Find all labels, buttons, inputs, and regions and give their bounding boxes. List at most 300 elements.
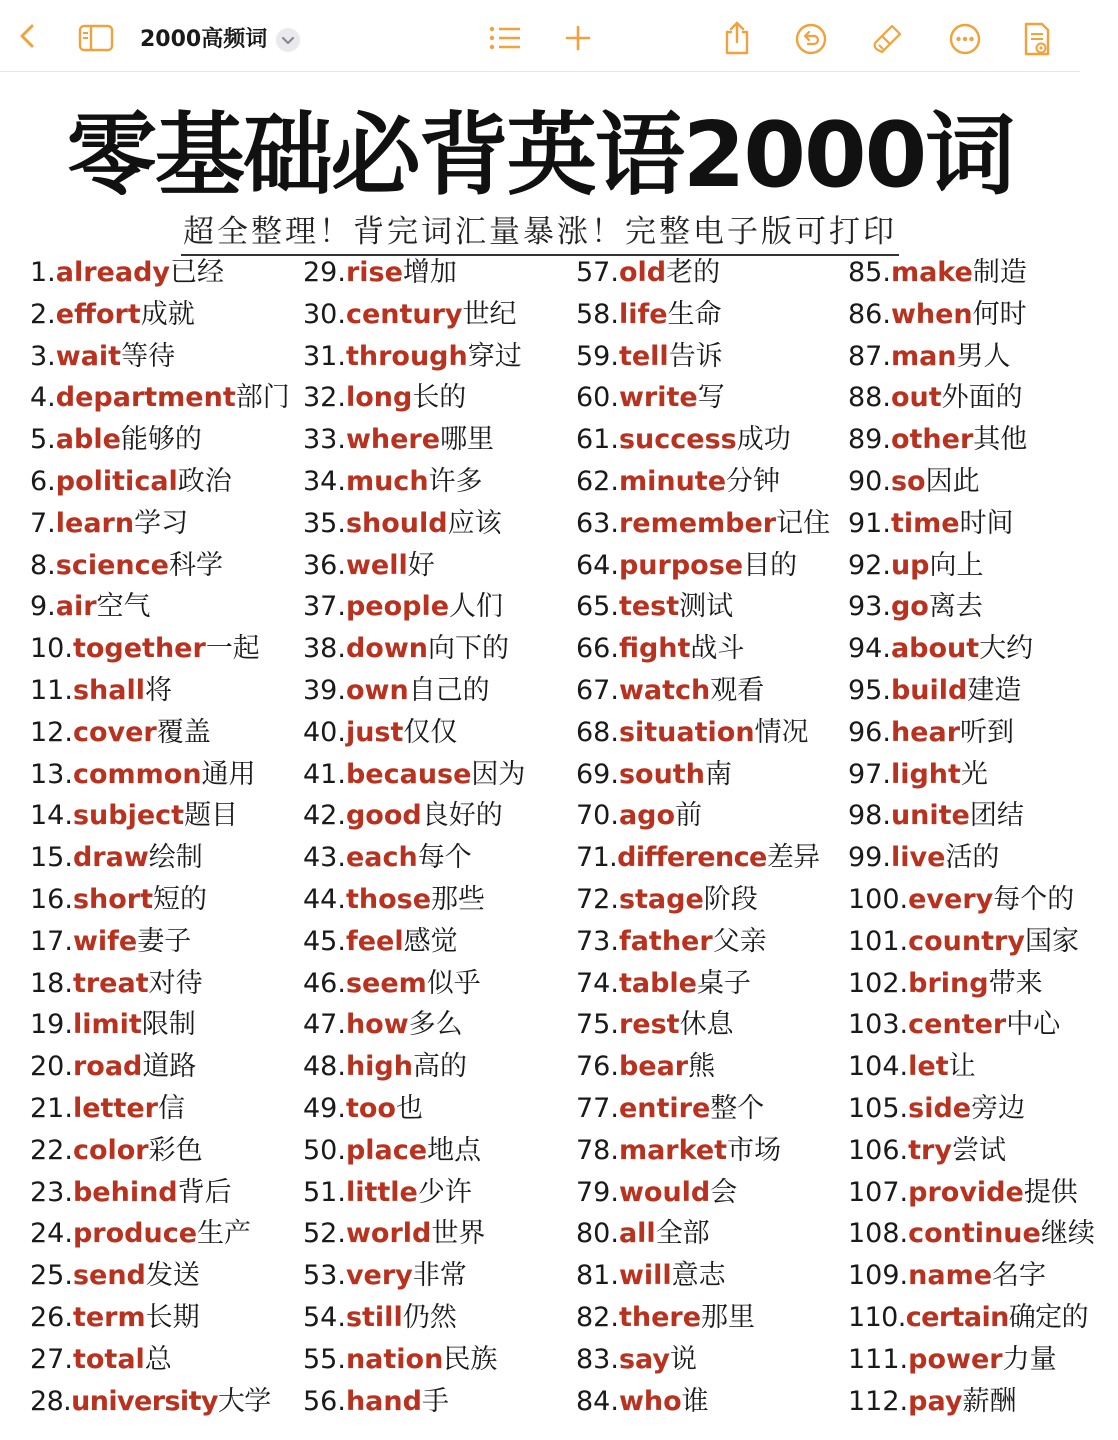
word-number: 1. bbox=[30, 257, 56, 288]
english-word: life bbox=[618, 298, 668, 330]
chinese-meaning: 父亲 bbox=[712, 925, 767, 957]
word-number: 7. bbox=[30, 507, 56, 539]
word-entry bbox=[30, 461, 300, 503]
word-number: 82. bbox=[576, 1301, 619, 1333]
english-word: cover bbox=[72, 716, 157, 748]
word-entry bbox=[848, 921, 1118, 963]
word-entry bbox=[848, 754, 1118, 796]
word-entry bbox=[848, 461, 1118, 503]
english-word: live bbox=[890, 842, 946, 874]
english-word: seem bbox=[345, 967, 427, 999]
chinese-meaning: 说 bbox=[670, 1343, 698, 1375]
chinese-meaning: 因为 bbox=[471, 758, 526, 790]
english-word: father bbox=[618, 925, 713, 957]
word-entry bbox=[30, 1004, 300, 1046]
word-number: 34. bbox=[303, 465, 346, 497]
word-number: 66. bbox=[576, 633, 619, 665]
word-entry bbox=[848, 1297, 1118, 1339]
word-number: 17. bbox=[30, 925, 73, 957]
english-word: situation bbox=[618, 716, 755, 748]
word-number: 103. bbox=[848, 1009, 909, 1041]
word-entry bbox=[30, 1255, 300, 1297]
chinese-meaning: 手 bbox=[421, 1385, 449, 1417]
word-number: 75. bbox=[576, 1009, 619, 1041]
word-entry bbox=[576, 1381, 846, 1423]
chinese-meaning: 非常 bbox=[412, 1260, 467, 1292]
english-word: total bbox=[72, 1343, 145, 1375]
word-entry bbox=[303, 1255, 573, 1297]
word-entry bbox=[576, 1004, 846, 1046]
word-entry bbox=[848, 1339, 1118, 1381]
chinese-meaning: 似乎 bbox=[426, 967, 481, 999]
word-number: 38. bbox=[303, 633, 346, 665]
word-number: 49. bbox=[303, 1092, 346, 1124]
english-word: still bbox=[345, 1301, 403, 1333]
word-number: 91. bbox=[848, 507, 891, 539]
chinese-meaning: 也 bbox=[395, 1092, 423, 1124]
word-number: 64. bbox=[576, 549, 619, 581]
word-number: 94. bbox=[848, 633, 891, 665]
word-entry bbox=[303, 586, 573, 628]
word-number: 48. bbox=[303, 1051, 346, 1083]
chinese-meaning: 绘制 bbox=[148, 842, 203, 874]
word-entry bbox=[576, 754, 846, 796]
chinese-meaning: 政治 bbox=[177, 465, 232, 497]
chinese-meaning: 中心 bbox=[1006, 1009, 1061, 1041]
word-number: 73. bbox=[576, 925, 619, 957]
english-word: remember bbox=[618, 507, 777, 539]
english-word: air bbox=[55, 591, 97, 623]
english-word: center bbox=[908, 1009, 1007, 1041]
word-entry bbox=[303, 670, 573, 712]
word-entry bbox=[848, 628, 1118, 670]
word-number: 87. bbox=[848, 340, 891, 372]
word-entry bbox=[848, 419, 1118, 461]
word-entry bbox=[848, 1213, 1118, 1255]
word-entry bbox=[30, 879, 300, 921]
word-number: 102. bbox=[848, 967, 909, 999]
word-entry bbox=[576, 1339, 846, 1381]
chinese-meaning: 向上 bbox=[929, 549, 984, 581]
chinese-meaning: 自己的 bbox=[408, 674, 490, 706]
chinese-meaning: 熊 bbox=[688, 1051, 716, 1083]
chinese-meaning: 向下的 bbox=[428, 633, 509, 665]
chinese-meaning: 短的 bbox=[153, 883, 208, 915]
chinese-meaning: 光 bbox=[960, 758, 988, 790]
chinese-meaning: 时间 bbox=[959, 507, 1014, 539]
english-word: provide bbox=[908, 1176, 1024, 1208]
word-number: 70. bbox=[576, 800, 619, 832]
chinese-meaning: 确定的 bbox=[1008, 1301, 1088, 1333]
word-entry bbox=[848, 1004, 1118, 1046]
chinese-meaning: 空气 bbox=[96, 591, 151, 623]
chinese-meaning: 提供 bbox=[1023, 1176, 1078, 1208]
english-word: limit bbox=[72, 1009, 142, 1041]
word-entry bbox=[848, 670, 1118, 712]
word-entry bbox=[576, 1172, 846, 1214]
english-word: color bbox=[72, 1134, 149, 1166]
english-word: wait bbox=[55, 340, 122, 372]
word-number: 35. bbox=[303, 507, 346, 539]
word-entry bbox=[30, 921, 300, 963]
english-word: south bbox=[618, 758, 705, 790]
english-word: unite bbox=[890, 800, 970, 832]
english-word: already bbox=[55, 257, 171, 288]
word-column-4 bbox=[848, 252, 1118, 1422]
word-number: 27. bbox=[30, 1343, 73, 1375]
chinese-meaning: 活的 bbox=[945, 842, 1000, 874]
chinese-meaning: 将 bbox=[144, 674, 172, 706]
english-word: power bbox=[908, 1343, 1003, 1375]
word-entry bbox=[30, 586, 300, 628]
word-entry bbox=[848, 1381, 1118, 1423]
chinese-meaning: 长的 bbox=[412, 382, 467, 414]
word-number: 42. bbox=[303, 800, 346, 832]
word-entry bbox=[303, 712, 573, 754]
english-word: department bbox=[55, 382, 236, 414]
word-entry bbox=[303, 628, 573, 670]
english-word: rest bbox=[618, 1009, 680, 1041]
word-number: 5. bbox=[30, 424, 56, 456]
chinese-meaning: 生命 bbox=[667, 298, 722, 330]
document-title[interactable]: 2000高频词 bbox=[140, 27, 268, 52]
word-entry bbox=[848, 252, 1118, 294]
english-word: where bbox=[345, 424, 441, 456]
english-word: produce bbox=[72, 1218, 198, 1250]
english-word: those bbox=[345, 883, 432, 915]
word-number: 43. bbox=[303, 842, 346, 874]
chinese-meaning: 少许 bbox=[417, 1176, 472, 1208]
word-number: 58. bbox=[576, 298, 619, 330]
english-word: much bbox=[345, 465, 429, 497]
english-word: old bbox=[618, 257, 667, 288]
word-entry bbox=[576, 921, 846, 963]
word-entry bbox=[576, 628, 846, 670]
english-word: nation bbox=[345, 1343, 444, 1375]
word-number: 15. bbox=[30, 842, 73, 874]
word-entry bbox=[30, 963, 300, 1005]
english-word: common bbox=[72, 758, 202, 790]
word-number: 3. bbox=[30, 340, 56, 372]
english-word: because bbox=[345, 758, 472, 790]
word-number: 50. bbox=[303, 1134, 346, 1166]
word-number: 40. bbox=[303, 716, 346, 748]
english-word: time bbox=[890, 507, 960, 539]
word-number: 2. bbox=[30, 298, 56, 330]
english-word: bring bbox=[908, 967, 989, 999]
back-chevron-icon[interactable] bbox=[14, 22, 42, 50]
word-number: 90. bbox=[848, 465, 891, 497]
word-number: 85. bbox=[848, 257, 891, 288]
english-word: own bbox=[345, 674, 409, 706]
word-number: 57. bbox=[576, 257, 619, 288]
english-word: stage bbox=[618, 883, 704, 915]
word-entry bbox=[848, 545, 1118, 587]
word-entry bbox=[576, 586, 846, 628]
english-word: when bbox=[890, 298, 973, 330]
word-entry bbox=[30, 294, 300, 336]
word-entry bbox=[848, 1172, 1118, 1214]
word-entry bbox=[30, 336, 300, 378]
chinese-meaning: 人们 bbox=[449, 591, 504, 623]
chevron-down-icon[interactable] bbox=[276, 28, 300, 52]
word-number: 105. bbox=[848, 1092, 909, 1124]
english-word: fight bbox=[618, 633, 691, 665]
english-word: wife bbox=[72, 925, 138, 957]
word-number: 37. bbox=[303, 591, 346, 623]
chinese-meaning: 继续 bbox=[1040, 1218, 1095, 1250]
word-entry bbox=[848, 1255, 1118, 1297]
chinese-meaning: 离去 bbox=[928, 591, 983, 623]
word-entry bbox=[576, 1297, 846, 1339]
chinese-meaning: 已经 bbox=[170, 257, 225, 288]
share-icon[interactable] bbox=[722, 20, 752, 56]
english-word: entire bbox=[618, 1092, 711, 1124]
english-word: hand bbox=[345, 1385, 422, 1417]
english-word: market bbox=[618, 1134, 728, 1166]
chinese-meaning: 外面的 bbox=[941, 382, 1023, 414]
word-number: 83. bbox=[576, 1343, 619, 1375]
english-word: table bbox=[618, 967, 697, 999]
english-word: every bbox=[908, 883, 994, 915]
word-number: 33. bbox=[303, 424, 346, 456]
english-word: minute bbox=[618, 465, 727, 497]
chinese-meaning: 仅仅 bbox=[403, 716, 458, 748]
word-entry bbox=[848, 503, 1118, 545]
word-number: 76. bbox=[576, 1051, 619, 1083]
english-word: test bbox=[618, 591, 680, 623]
word-number: 55. bbox=[303, 1343, 346, 1375]
word-number: 61. bbox=[576, 424, 619, 456]
english-word: down bbox=[345, 633, 428, 665]
word-number: 96. bbox=[848, 716, 891, 748]
english-word: learn bbox=[55, 507, 135, 539]
chinese-meaning: 名字 bbox=[992, 1260, 1047, 1292]
english-word: will bbox=[618, 1260, 672, 1292]
word-entry bbox=[848, 1046, 1118, 1088]
word-entry bbox=[848, 377, 1118, 419]
word-column-2 bbox=[303, 252, 573, 1422]
word-number: 54. bbox=[303, 1301, 346, 1333]
word-entry bbox=[576, 879, 846, 921]
chinese-meaning: 哪里 bbox=[440, 424, 495, 456]
word-entry bbox=[576, 712, 846, 754]
undo-icon[interactable] bbox=[794, 22, 828, 56]
more-icon[interactable] bbox=[948, 22, 982, 56]
english-word: letter bbox=[72, 1092, 158, 1124]
chinese-meaning: 大约 bbox=[979, 633, 1034, 665]
chinese-meaning: 穿过 bbox=[467, 340, 522, 372]
chinese-meaning: 良好的 bbox=[421, 800, 503, 832]
word-number: 25. bbox=[30, 1260, 73, 1292]
english-word: through bbox=[345, 340, 468, 372]
english-word: too bbox=[345, 1092, 396, 1124]
word-number: 18. bbox=[30, 967, 73, 999]
chinese-meaning: 力量 bbox=[1002, 1343, 1057, 1375]
english-word: science bbox=[55, 549, 169, 581]
list-icon[interactable] bbox=[488, 24, 522, 52]
chinese-meaning: 感觉 bbox=[403, 925, 458, 957]
word-number: 63. bbox=[576, 507, 619, 539]
sidebar-icon[interactable] bbox=[78, 24, 114, 52]
word-number: 30. bbox=[303, 298, 346, 330]
chinese-meaning: 生产 bbox=[197, 1218, 252, 1250]
chinese-meaning: 男人 bbox=[956, 340, 1011, 372]
plus-icon[interactable] bbox=[564, 24, 592, 52]
word-number: 93. bbox=[848, 591, 891, 623]
chinese-meaning: 发送 bbox=[145, 1260, 200, 1292]
english-word: treat bbox=[72, 967, 149, 999]
word-entry bbox=[848, 1088, 1118, 1130]
word-entry bbox=[303, 921, 573, 963]
english-word: let bbox=[908, 1051, 949, 1083]
word-entry bbox=[303, 1381, 573, 1423]
english-word: there bbox=[618, 1301, 702, 1333]
english-word: side bbox=[908, 1092, 972, 1124]
chinese-meaning: 成就 bbox=[140, 298, 195, 330]
english-word: should bbox=[345, 507, 448, 539]
word-number: 77. bbox=[576, 1092, 619, 1124]
word-entry bbox=[30, 1297, 300, 1339]
document-icon[interactable] bbox=[1022, 20, 1052, 58]
word-entry bbox=[30, 1381, 300, 1423]
english-word: so bbox=[890, 465, 926, 497]
chinese-meaning: 仍然 bbox=[402, 1301, 457, 1333]
english-word: subject bbox=[72, 800, 185, 832]
word-number: 112. bbox=[848, 1385, 909, 1417]
english-word: light bbox=[890, 758, 961, 790]
english-word: watch bbox=[618, 674, 711, 706]
word-column-1 bbox=[30, 252, 300, 1422]
chinese-meaning: 因此 bbox=[925, 465, 980, 497]
word-number: 21. bbox=[30, 1092, 73, 1124]
chinese-meaning: 南 bbox=[704, 758, 732, 790]
page-heading: 零基础必背英语2000词 bbox=[66, 103, 1014, 208]
english-word: up bbox=[890, 549, 930, 581]
word-number: 31. bbox=[303, 340, 346, 372]
word-number: 4. bbox=[30, 382, 56, 414]
word-entry bbox=[303, 1130, 573, 1172]
chinese-meaning: 告诉 bbox=[668, 340, 723, 372]
word-entry bbox=[303, 1004, 573, 1046]
chinese-meaning: 长期 bbox=[145, 1301, 200, 1333]
word-entry bbox=[30, 1130, 300, 1172]
chinese-meaning: 其他 bbox=[973, 424, 1028, 456]
word-entry bbox=[303, 1213, 573, 1255]
chinese-meaning: 分钟 bbox=[726, 465, 781, 497]
english-word: behind bbox=[72, 1176, 178, 1208]
english-word: try bbox=[908, 1134, 952, 1166]
english-word: each bbox=[345, 842, 418, 874]
chinese-meaning: 彩色 bbox=[148, 1134, 203, 1166]
word-number: 86. bbox=[848, 298, 891, 330]
english-word: term bbox=[72, 1301, 146, 1333]
word-entry bbox=[303, 419, 573, 461]
word-number: 28. bbox=[30, 1385, 72, 1417]
brush-icon[interactable] bbox=[870, 22, 904, 56]
english-word: ago bbox=[618, 800, 676, 832]
word-entry bbox=[848, 837, 1118, 879]
word-entry bbox=[848, 879, 1118, 921]
word-number: 26. bbox=[30, 1301, 73, 1333]
chinese-meaning: 题目 bbox=[184, 800, 239, 832]
chinese-meaning: 总 bbox=[144, 1343, 172, 1375]
word-entry bbox=[576, 1046, 846, 1088]
word-entry bbox=[576, 503, 846, 545]
english-word: about bbox=[890, 633, 980, 665]
word-entry bbox=[30, 795, 300, 837]
word-column-3 bbox=[576, 252, 846, 1422]
chinese-meaning: 让 bbox=[948, 1051, 976, 1083]
chinese-meaning: 情况 bbox=[754, 716, 809, 748]
english-word: continue bbox=[908, 1218, 1041, 1250]
word-entry bbox=[576, 670, 846, 712]
chinese-meaning: 市场 bbox=[727, 1134, 782, 1166]
chinese-meaning: 何时 bbox=[972, 298, 1027, 330]
word-number: 92. bbox=[848, 549, 891, 581]
word-entry bbox=[303, 461, 573, 503]
word-entry bbox=[30, 837, 300, 879]
word-entry bbox=[576, 336, 846, 378]
word-number: 104. bbox=[848, 1051, 909, 1083]
chinese-meaning: 能够的 bbox=[120, 424, 202, 456]
word-number: 101. bbox=[848, 925, 909, 957]
word-number: 45. bbox=[303, 925, 346, 957]
word-entry bbox=[30, 503, 300, 545]
word-entry bbox=[576, 1255, 846, 1297]
word-entry bbox=[576, 294, 846, 336]
word-number: 23. bbox=[30, 1176, 73, 1208]
word-entry bbox=[30, 1172, 300, 1214]
word-entry bbox=[30, 252, 300, 294]
chinese-meaning: 写 bbox=[697, 382, 725, 414]
word-entry bbox=[303, 837, 573, 879]
word-number: 29. bbox=[303, 257, 346, 288]
word-number: 108. bbox=[848, 1218, 909, 1250]
english-word: high bbox=[345, 1051, 413, 1083]
chinese-meaning: 地点 bbox=[427, 1134, 482, 1166]
chinese-meaning: 每个 bbox=[417, 842, 472, 874]
word-number: 80. bbox=[576, 1218, 619, 1250]
word-number: 13. bbox=[30, 758, 73, 790]
english-word: able bbox=[55, 424, 121, 456]
word-entry bbox=[848, 795, 1118, 837]
word-number: 46. bbox=[303, 967, 346, 999]
chinese-meaning: 差异 bbox=[766, 842, 820, 874]
word-entry bbox=[576, 1213, 846, 1255]
english-word: bear bbox=[618, 1051, 689, 1083]
word-entry bbox=[576, 837, 846, 879]
word-entry bbox=[303, 377, 573, 419]
word-entry bbox=[848, 294, 1118, 336]
word-number: 88. bbox=[848, 382, 891, 414]
english-word: pay bbox=[908, 1385, 963, 1417]
word-number: 10. bbox=[30, 633, 73, 665]
chinese-meaning: 世纪 bbox=[462, 298, 517, 330]
word-number: 107. bbox=[848, 1176, 909, 1208]
word-number: 32. bbox=[303, 382, 346, 414]
word-entry bbox=[30, 712, 300, 754]
document-toolbar bbox=[0, 0, 1080, 72]
word-number: 89. bbox=[848, 424, 891, 456]
english-word: who bbox=[618, 1385, 682, 1417]
chinese-meaning: 桌子 bbox=[696, 967, 751, 999]
word-number: 24. bbox=[30, 1218, 73, 1250]
word-number: 44. bbox=[303, 883, 346, 915]
english-word: name bbox=[908, 1260, 993, 1292]
word-number: 47. bbox=[303, 1009, 346, 1041]
word-number: 65. bbox=[576, 591, 619, 623]
